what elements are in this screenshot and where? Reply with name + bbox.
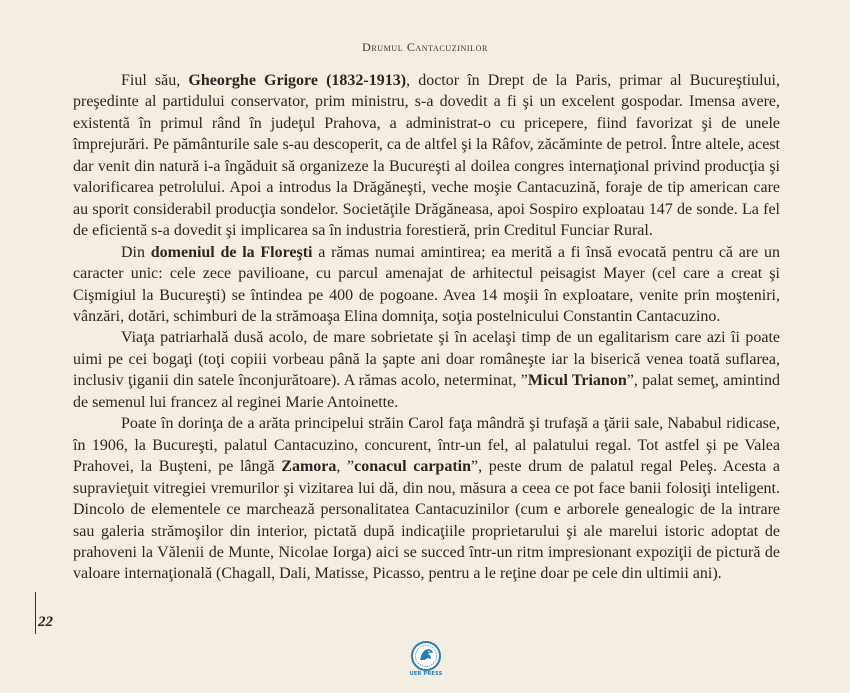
text-segment: Din [121,243,151,261]
page-number: 22 [38,614,53,630]
paragraph-palatul-cantacuzino [73,413,780,585]
publisher-logo [409,640,443,684]
paragraph-floresti [73,242,780,328]
publisher-name: UER PRESS [409,671,443,677]
text-segment: ”, peste drum de palatul regal Peleş. Acesta a supravieţuit vitregiei vremurilor şi vizitarea lui dă, din nou, măsura a ceea ce pot face banii folosiţi inteligent. Dincolo de elementele ce marchează personalitatea Cantacuzinilor (cum e arborele genealogic de la intrare sau galeria strămoşilor din interior, pictată după indicaţiile proprietarului şi ale marelui istoric adoptat de prahoveni la Vălenii de Munte, Nicolae Iorga) aici se succed într-un ritm impresionant expoziţii de pictură de valoare internaţională (Chagall, Dali, Matisse, Picasso, pentru a le reţine doar pe cele din ultimii ani). [73,458,780,583]
text-segment: , doctor în Drept de la Paris, primar al Bucureştiului, preşedinte al partidului conservator, prim ministru, s-a dovedit a fi şi un excelent gospodar. Imensa avere, existentă în primul rând în judeţul Prahova, a administrat-o cu pricepere, fiind favorizat şi de unele împrejurări. Pe pământurile sale s-au descoperit, ca de altfel şi la Râfov, zăcăminte de petrol. Între altele, acest dar venit din natură i-a îngăduit să organizeze la Bucureşti al doilea congres internaţional privind producţia şi valorificarea petrolului. Apoi a introdus la Drăgăneşti, veche moşie Cantacuzină, foraje de tip american care au sporit considerabil producţia sondelor. Societăţile Drăgăneasa, apoi Sospiro exploatau 147 de sonde. La fel de eficientă s-a dovedit şi implicarea sa în industria forestieră, prin Creditul Funciar Rural. [73,72,780,240]
text-segment: ”, palat semeţ, amintind de semenul lui francez al reginei Marie Antoinette. [73,372,781,411]
bold-micul-trianon: Micul Trianon [527,372,627,390]
bold-conacul-carpatin: conacul carpatin [354,458,471,476]
text-segment: Poate în dorinţa de a arăta principelui străin Carol faţa mândră şi trufaşă a ţării sale, Nababul ridicase, în 1906, la Bucureşti, palatul Cantacuzino, concurent, într-un fel, al palatului regal. Tot astfel şi pe Valea Prahovei, la Buşteni, pe lângă [73,415,780,476]
text-segment: Fiul său, [121,72,189,89]
paragraph-micul-trianon [73,327,780,413]
body-text [73,70,780,585]
page-number-rule [35,592,36,634]
text-segment: Viaţa patriarhală dusă acolo, de mare sobrietate şi în acelaşi timp de un egalitarism care azi îi poate uimi pe cei bogaţi (toţi copiii vorbeau până la şapte ani doar româneşte iar la biserică venea toată suflarea, inclusiv ţiganii din satele înconjurătoare). A rămas acolo, neterminat, ” [73,329,780,390]
running-head: Drumul Cantacuzinilor [362,40,488,54]
publisher-emblem-icon [409,640,443,672]
paragraph-gheorghe-grigore [73,70,780,242]
bold-name-gheorghe-grigore: Gheorghe Grigore (1832-1913) [188,72,407,89]
text-segment: a rămas numai amintirea; ea merită a fi însă evocată pentru că are un caracter unic: cele zece pavilioane, cu parcul amenajat de arhitectul peisagist Mayer (cel care a creat şi Cişmigiul la Bucureşti) se întindea pe 400 de pogoane. Avea 14 moşii în exploatare, venite prin moşteniri, vânzări, dotări, schimburi de la strămoaşa Elina domniţa, soţia postelnicului Constantin Cantacuzino. [73,243,781,325]
bold-domeniul-floresti: domeniul de la Floreşti [150,243,313,261]
text-segment: , ” [336,458,355,476]
bold-zamora: Zamora [281,458,337,476]
